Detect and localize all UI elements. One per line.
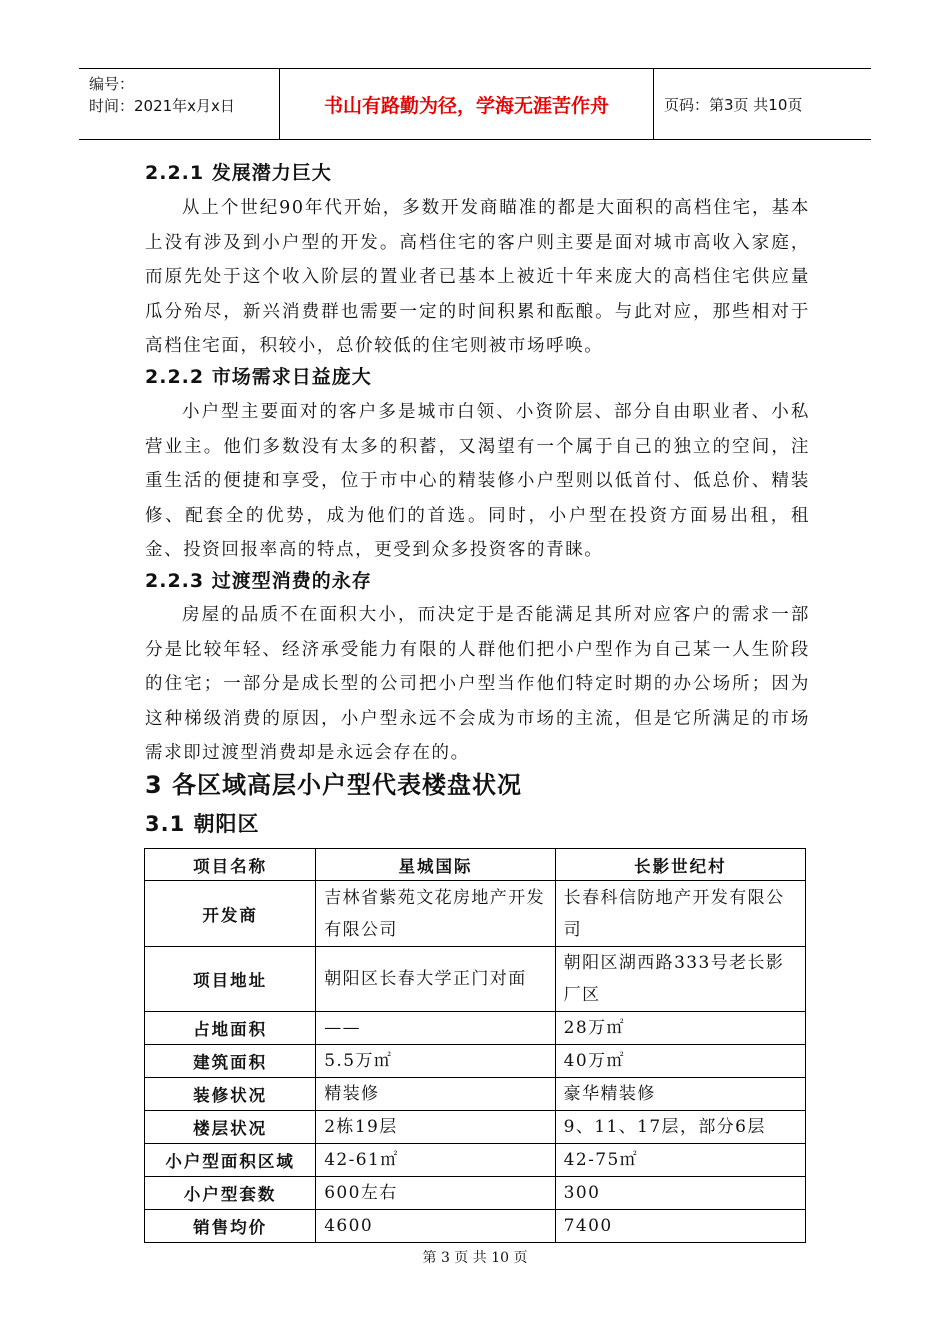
page-footer: 第 3 页 共 10 页 [422,1250,528,1266]
table-cell: 42-75㎡ [555,1144,805,1177]
row-label: 小户型面积区域 [145,1144,316,1177]
row-label: 建筑面积 [145,1045,316,1078]
header-meta [79,69,280,139]
table-cell: 9、11、17层，部分6层 [555,1111,805,1144]
table-cell: 600左右 [316,1177,555,1210]
section-2-2-3-title: 2.2.3 过渡型消费的永存 [145,570,372,592]
row-label: 销售均价 [145,1210,316,1243]
table-row [145,1177,806,1210]
header-motto: 书山有路勤为径，学海无涯苦作舟 [280,69,654,139]
section-3-1-title: 3.1 朝阳区 [145,812,260,836]
page-header [79,68,871,140]
section-3-title: 3 各区域高层小户型代表楼盘状况 [145,771,523,799]
section-2-2-3-text: 房屋的品质不在面积大小，而决定于是否能满足其所对应客户的需求一部分是比较年轻、经济承受能力有限的人群他们把小户型作为自己某一人生阶段的住宅；一部分是成长型的公司把小户型当作他们特定时期的办公场所；因为这种梯级消费的原因，小户型永远不会成为市场的主流，但是它所满足的市场需求即过渡型消费却是永远会存在的。 [145,605,810,763]
table-row [145,1012,806,1045]
table-row [145,1210,806,1243]
table-cell: —— [316,1012,555,1045]
table-cell: 精装修 [316,1078,555,1111]
table-cell: 朝阳区长春大学正门对面 [316,947,555,1012]
section-2-2-1-text: 从上个世纪90年代开始，多数开发商瞄准的都是大面积的高档住宅，基本上没有涉及到小户型的开发。高档住宅的客户则主要是面对城市高收入家庭，而原先处于这个收入阶层的置业者已基本上被近十年来庞大的高档住宅供应量瓜分殆尽，新兴消费群也需要一定的时间积累和酝酿。与此对应，那些相对于高档住宅面，积较小，总价较低的住宅则被市场呼唤。 [145,198,810,356]
table-header-cell: 长影世纪村 [555,849,805,881]
section-2-2-2-text: 小户型主要面对的客户多是城市白领、小资阶层、部分自由职业者、小私营业主。他们多数没有太多的积蓄，又渴望有一个属于自己的独立的空间，注重生活的便捷和享受，位于市中心的精装修小户型则以低首付、低总价、精装修、配套全的优势，成为他们的首选。同时，小户型在投资方面易出租，租金、投资回报率高的特点，更受到众多投资客的青睐。 [145,402,810,560]
row-label: 占地面积 [145,1012,316,1045]
table-row [145,1045,806,1078]
project-comparison-table [144,848,806,1243]
table-cell: 300 [555,1177,805,1210]
table-cell: 40万㎡ [555,1045,805,1078]
table-row [145,881,806,947]
table-cell: 42-61㎡ [316,1144,555,1177]
row-label: 装修状况 [145,1078,316,1111]
table-cell: 朝阳区湖西路333号老长影厂区 [555,947,805,1012]
table-row [145,947,806,1012]
table-cell: 2栋19层 [316,1111,555,1144]
row-label: 项目地址 [145,947,316,1012]
table-header-cell: 星城国际 [316,849,555,881]
row-label: 小户型套数 [145,1177,316,1210]
header-number: 编号： [89,75,135,93]
table-header-row [145,849,806,881]
table-header-cell: 项目名称 [145,849,316,881]
table-row [145,1144,806,1177]
header-time: 时间：2021年x月x日 [89,97,235,115]
row-label: 楼层状况 [145,1111,316,1144]
table-cell: 长春科信防地产开发有限公司 [555,881,805,947]
table-cell: 28万㎡ [555,1012,805,1045]
table-cell: 吉林省紫苑文花房地产开发有限公司 [316,881,555,947]
section-2-2-1-title: 2.2.1 发展潜力巨大 [145,162,332,184]
header-page-info: 页码：第3页 共10页 [664,95,803,114]
table-cell: 豪华精装修 [555,1078,805,1111]
table-row [145,1111,806,1144]
section-2-2-2-title: 2.2.2 市场需求日益庞大 [145,366,372,388]
table-cell: 5.5万㎡ [316,1045,555,1078]
table-row [145,1078,806,1111]
table-cell: 4600 [316,1210,555,1243]
row-label: 开发商 [145,881,316,947]
table-cell: 7400 [555,1210,805,1243]
